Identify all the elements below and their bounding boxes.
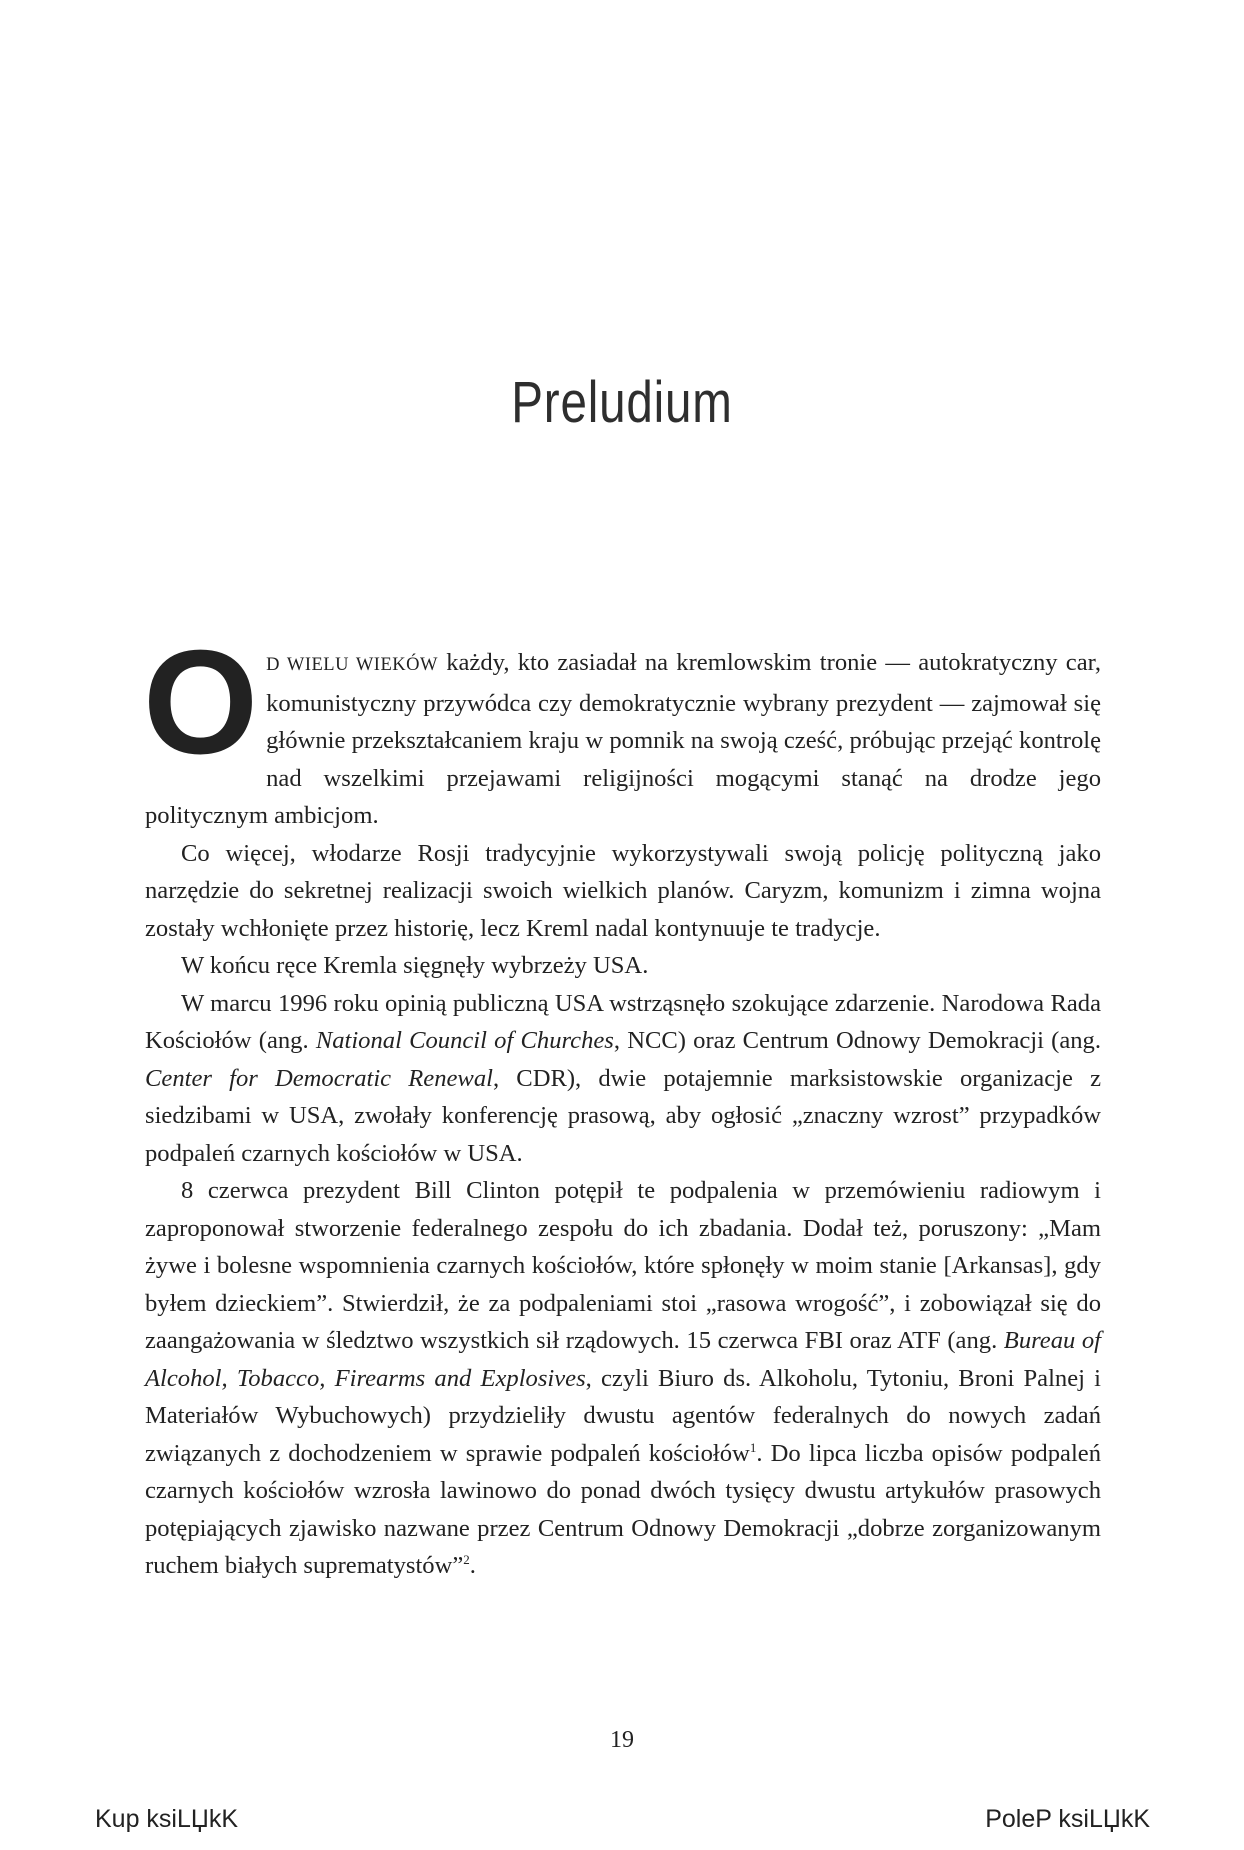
paragraph-4-text-a: W marcu 1996 roku opinią publiczną USA wstrząsnęło szokujące zdarzenie. Narodowa Rada Kościołów (ang. [145, 989, 1101, 1054]
paragraph-1 [143, 620, 1101, 835]
recommend-book-link[interactable]: PoleP ksiLЏkK [985, 1805, 1150, 1833]
drop-cap: O [143, 620, 259, 785]
paragraph-5 [145, 1172, 1101, 1585]
paragraph-4-text-b: , NCC) oraz Centrum Odnowy Demokracji (ang. [613, 1027, 1101, 1054]
buy-book-link[interactable]: Kup ksiLЏkK [95, 1805, 239, 1833]
opening-small-caps: D WIELU WIEKÓW [266, 655, 438, 675]
paragraph-4 [145, 985, 1101, 1173]
paragraph-5-text-c: . Do lipca liczba opisów podpaleń czarnych kościołów wzrosła lawinowo do ponad dwóch tysięcy dwustu artykułów prasowych potępiających zjawisko nazwane przez Centrum Odnowy Demokracji „dobrze zorganizowanym ruchem białych suprematystów” [145, 1439, 1101, 1579]
atf-name-italic: Bureau of Alcohol, Tobacco, Firearms and Explosives [145, 1327, 1101, 1392]
ncc-name-italic: National Council of Churches [315, 1027, 614, 1054]
chapter-title: Preludium [511, 369, 733, 435]
paragraph-4-text-c: , CDR), dwie potajemnie marksistowskie organizacje z siedzibami w USA, zwołały konferencję prasową, aby ogłosić „znaczny wzrost” przypadków podpaleń czarnych kościołów w USA. [145, 1064, 1101, 1167]
paragraph-5-text-b: , czyli Biuro ds. Alkoholu, Tytoniu, Broni Palnej i Materiałów Wybuchowych) przydzieliły dwustu agentów federalnych do nowych zadań związanych z dochodzeniem w sprawie podpaleń kościołów [145, 1364, 1101, 1467]
paragraph-5-text-d: . [469, 1552, 476, 1579]
paragraph-3: W końcu ręce Kremla sięgnęły wybrzeży USA. [181, 952, 649, 979]
chapter-body [143, 620, 1101, 1585]
paragraph-5-text-a: 8 czerwca prezydent Bill Clinton potępił te podpalenia w przemówieniu radiowym i zaproponował stworzenie federalnego zespołu do ich zbadania. Dodał też, poruszony: „Mam żywe i bolesne wspomnienia czarnych kościołów, które spłonęły w moim stanie [Arkansas], gdy byłem dzieckiem”. Stwierdził, że za podpaleniami stoi „rasowa wrogość”, i zobowiązał się do zaangażowania w śledztwo wszystkich sił rządowych. 15 czerwca FBI oraz ATF (ang. [145, 1177, 1101, 1354]
footnote-ref-2[interactable]: 2 [463, 1551, 470, 1567]
footnote-ref-1[interactable]: 1 [749, 1439, 757, 1455]
paragraph-1-text: każdy, kto zasiadał na kremlowskim tronie — autokratyczny car, komunistyczny przywódca czy demokratycznie wybrany prezydent — zajmował się głównie przekształcaniem kraju w pomnik na swoją cześć, próbując przejąć kontrolę nad wszelkimi przejawami religijności mogącymi stanąć na drodze jego politycznym ambicjom. [145, 649, 1101, 829]
page-number: 19 [610, 1727, 634, 1753]
cdr-name-italic: Center for Democratic Renewal [145, 1064, 493, 1092]
paragraph-2: Co więcej, włodarze Rosji tradycyjnie wykorzystywali swoją policję polityczną jako narzędzie do sekretnej realizacji swoich wielkich planów. Caryzm, komunizm i zimna wojna zostały wchłonięte przez historię, lecz Kreml nadal kontynuuje te tradycje. [145, 839, 1101, 942]
